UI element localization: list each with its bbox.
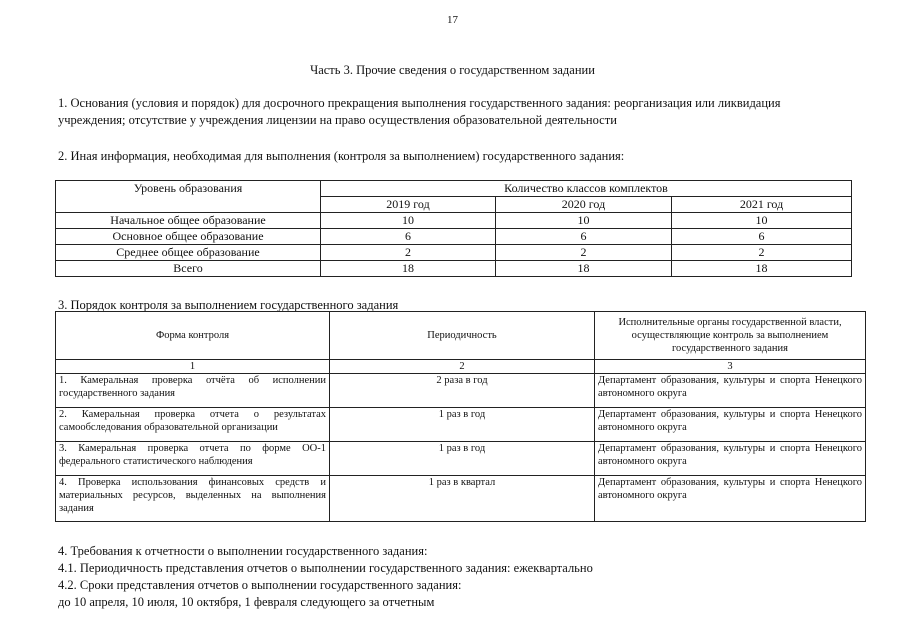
col-level-header: Уровень образования: [56, 181, 321, 213]
section3-heading: 3. Порядок контроля за выполнением государственного задания: [58, 298, 399, 312]
table-row: [56, 442, 866, 476]
control-form: 3. Камеральная проверка отчета по форме ОО-1 федерального статистического наблюдения: [56, 442, 330, 476]
cell-value: 2: [496, 245, 672, 261]
section4-item2-value: до 10 апреля, 10 июля, 10 октября, 1 февраля следующего за отчетным: [58, 595, 435, 609]
section4: [58, 543, 858, 611]
section1-text: [58, 95, 858, 129]
control-number-row: [56, 360, 866, 374]
cell-value: 6: [672, 229, 852, 245]
control-organ: Департамент образования, культуры и спорта Ненецкого автономного округа: [595, 374, 866, 408]
header-organ: Исполнительные органы государственной власти, осуществляющие контроль за выполнением государственного задания: [595, 312, 866, 360]
year-2019: 2019 год: [321, 197, 496, 213]
part-title: Часть 3. Прочие сведения о государственном задании: [310, 63, 595, 77]
year-2021: 2021 год: [672, 197, 852, 213]
cell-value: 2: [321, 245, 496, 261]
cell-value: 18: [672, 261, 852, 277]
cell-value: 6: [321, 229, 496, 245]
cell-value: 10: [321, 213, 496, 229]
table-row: [56, 408, 866, 442]
section4-item2: 4.2. Сроки представления отчетов о выполнении государственного задания:: [58, 578, 462, 592]
control-period: 1 раз в квартал: [330, 476, 595, 522]
section1-line1: 1. Основания (условия и порядок) для досрочного прекращения выполнения государственного задания: реорганизация или ликвидация: [58, 96, 781, 110]
table-row: [56, 245, 852, 261]
control-table: [55, 311, 866, 522]
table-row: [56, 374, 866, 408]
col-number: 2: [330, 360, 595, 374]
header-form: Форма контроля: [56, 312, 330, 360]
col-count-header: Количество классов комплектов: [321, 181, 852, 197]
cell-value: 10: [672, 213, 852, 229]
control-form: 1. Камеральная проверка отчёта об исполнении государственного задания: [56, 374, 330, 408]
cell-value: 6: [496, 229, 672, 245]
row-label: Всего: [56, 261, 321, 277]
row-label: Среднее общее образование: [56, 245, 321, 261]
class-count-table: [55, 180, 852, 277]
cell-value: 10: [496, 213, 672, 229]
table-row-total: [56, 261, 852, 277]
cell-value: 18: [496, 261, 672, 277]
table-row: [56, 476, 866, 522]
section1-line2: учреждения; отсутствие у учреждения лицензии на право осуществления образовательной деятельности: [58, 113, 617, 127]
control-header-row: [56, 312, 866, 360]
control-period: 2 раза в год: [330, 374, 595, 408]
page-number: 17: [447, 14, 458, 26]
table-row: [56, 229, 852, 245]
row-label: Начальное общее образование: [56, 213, 321, 229]
cell-value: 2: [672, 245, 852, 261]
section4-item1: 4.1. Периодичность представления отчетов о выполнении государственного задания: ежеквартально: [58, 561, 593, 575]
col-number: 1: [56, 360, 330, 374]
section4-heading: 4. Требования к отчетности о выполнении государственного задания:: [58, 544, 428, 558]
control-organ: Департамент образования, культуры и спорта Ненецкого автономного округа: [595, 442, 866, 476]
table-header-row: [56, 181, 852, 197]
control-organ: Департамент образования, культуры и спорта Ненецкого автономного округа: [595, 476, 866, 522]
row-label: Основное общее образование: [56, 229, 321, 245]
control-form: 4. Проверка использования финансовых средств и материальных ресурсов, выделенных на выполнения задания: [56, 476, 330, 522]
control-organ: Департамент образования, культуры и спорта Ненецкого автономного округа: [595, 408, 866, 442]
control-form: 2. Камеральная проверка отчета о результатах самообследования образовательной организации: [56, 408, 330, 442]
control-period: 1 раз в год: [330, 442, 595, 476]
section2-heading: 2. Иная информация, необходимая для выполнения (контроля за выполнением) государственного задания:: [58, 149, 625, 163]
header-period: Периодичность: [330, 312, 595, 360]
cell-value: 18: [321, 261, 496, 277]
col-number: 3: [595, 360, 866, 374]
year-2020: 2020 год: [496, 197, 672, 213]
table-row: [56, 213, 852, 229]
control-period: 1 раз в год: [330, 408, 595, 442]
